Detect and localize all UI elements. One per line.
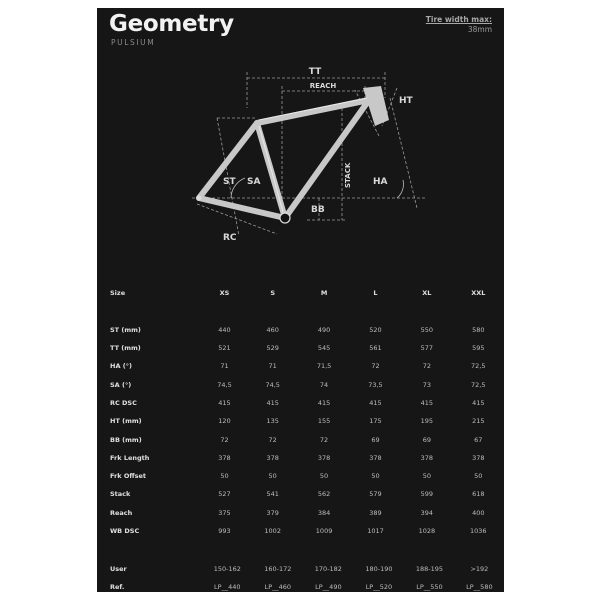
- table-cell: 72: [220, 435, 229, 444]
- table-cell: 71: [220, 362, 229, 371]
- table-cell: 579: [369, 490, 382, 499]
- tt-label: TT: [308, 67, 322, 77]
- table-cell: 440: [218, 325, 231, 334]
- rc-label: RC: [223, 233, 237, 243]
- table-row: [97, 522, 504, 540]
- model-subtitle: PULSIUM: [111, 38, 156, 47]
- table-cell: 378: [369, 453, 382, 462]
- size-header: M: [320, 289, 328, 298]
- tire-width-value: 38mm: [467, 25, 492, 34]
- table-cell: 415: [218, 398, 231, 407]
- table-cell: 460: [266, 325, 279, 334]
- table-cell: 72: [422, 362, 431, 371]
- table-cell: 550: [420, 325, 434, 334]
- row-label: BB (mm): [110, 435, 142, 444]
- table-cell: 72,5: [471, 380, 486, 389]
- size-header: S: [270, 289, 276, 298]
- ref-row: [97, 578, 504, 596]
- table-row: [97, 375, 504, 393]
- table-cell: 50: [220, 472, 229, 481]
- table-row: [97, 449, 504, 467]
- table-cell: 120: [218, 417, 231, 426]
- table-cell: 72: [371, 362, 380, 371]
- spacer-cell: [97, 302, 504, 320]
- size-header-row: [97, 284, 504, 302]
- table-cell: 389: [369, 508, 382, 517]
- user-label: User: [110, 565, 127, 573]
- table-cell: 415: [472, 398, 485, 407]
- table-cell: 71,5: [316, 362, 332, 371]
- table-cell: 74: [319, 380, 329, 389]
- user-range: >192: [470, 565, 489, 573]
- table-cell: 1002: [264, 527, 281, 535]
- table-cell: 378: [317, 453, 331, 462]
- user-range: 188-195: [415, 565, 444, 573]
- fit-table: [97, 560, 504, 596]
- table-cell: 618: [472, 490, 485, 499]
- row-label: TT (mm): [110, 344, 141, 353]
- table-cell: 69: [422, 435, 431, 444]
- ha-label: HA: [373, 177, 388, 187]
- table-cell: 561: [369, 344, 382, 353]
- table-cell: 490: [317, 325, 331, 334]
- table-cell: 541: [266, 490, 279, 499]
- table-cell: 1009: [315, 527, 333, 535]
- table-cell: 520: [369, 325, 382, 334]
- table-cell: 378: [266, 453, 279, 462]
- table-cell: 50: [319, 472, 329, 481]
- table-cell: 384: [317, 508, 331, 517]
- table-cell: 67: [474, 435, 483, 444]
- size-header: XXL: [471, 289, 486, 298]
- table-cell: 379: [266, 508, 279, 517]
- ref-code: LP__580: [466, 583, 493, 591]
- row-label: RC DSC: [110, 398, 137, 407]
- size-label: Size: [110, 289, 126, 298]
- table-cell: 415: [317, 398, 331, 407]
- table-cell: 50: [371, 472, 380, 481]
- size-header: XL: [422, 289, 432, 298]
- bb-label: BB: [311, 205, 325, 215]
- table-row: [97, 430, 504, 448]
- user-range: 150-162: [213, 565, 241, 573]
- table-cell: 135: [266, 417, 279, 426]
- table-cell: 378: [472, 453, 485, 462]
- table-cell: 993: [218, 527, 231, 535]
- page-title: Geometry: [109, 11, 234, 37]
- table-row: [97, 467, 504, 485]
- table-row: [97, 485, 504, 503]
- table-cell: 545: [317, 344, 331, 353]
- table-cell: 175: [369, 417, 382, 426]
- geometry-panel: [97, 8, 504, 592]
- table-cell: 378: [420, 453, 434, 462]
- table-cell: 577: [420, 344, 434, 353]
- row-label: ST (mm): [110, 325, 141, 334]
- row-label: Reach: [110, 508, 133, 517]
- table-cell: 415: [420, 398, 434, 407]
- table-row: [97, 321, 504, 339]
- table-row: [97, 394, 504, 412]
- table-cell: 1028: [418, 527, 436, 535]
- row-label: HT (mm): [110, 417, 142, 426]
- row-label: Frk Offset: [110, 472, 146, 481]
- frame-geometry-diagram: [97, 8, 504, 258]
- table-cell: 73: [422, 380, 431, 389]
- table-cell: 72: [319, 435, 329, 444]
- ref-code: LP__490: [315, 583, 342, 591]
- table-cell: 71: [268, 362, 277, 371]
- table-cell: 595: [472, 344, 485, 353]
- ref-code: LP__550: [416, 583, 443, 591]
- table-cell: 527: [218, 490, 231, 499]
- row-label: WB DSC: [110, 527, 140, 535]
- row-label: SA (°): [110, 380, 132, 389]
- table-cell: 195: [420, 417, 434, 426]
- table-cell: 215: [472, 417, 485, 426]
- row-label: HA (°): [110, 362, 132, 371]
- table-cell: 529: [266, 344, 279, 353]
- bottom-bracket: [280, 213, 290, 223]
- row-label: Frk Length: [110, 453, 150, 462]
- table-cell: 415: [266, 398, 279, 407]
- table-cell: 50: [474, 472, 483, 481]
- table-cell: 1036: [470, 527, 487, 535]
- table-cell: 378: [218, 453, 231, 462]
- tire-width-label: Tire width max:: [425, 15, 492, 24]
- ht-label: HT: [399, 96, 413, 106]
- table-cell: 50: [268, 472, 277, 481]
- table-cell: 415: [369, 398, 382, 407]
- sa-label: SA: [247, 177, 261, 187]
- user-row: [97, 560, 504, 578]
- rear-dropout: [197, 196, 202, 201]
- table-row: [97, 339, 504, 357]
- table-cell: 155: [317, 417, 331, 426]
- spacer-row: [97, 302, 504, 320]
- table-cell: 73,5: [368, 380, 383, 389]
- table-cell: 580: [472, 325, 485, 334]
- reach-label: REACH: [309, 82, 337, 90]
- ref-code: LP__440: [214, 583, 241, 591]
- table-row: [97, 412, 504, 430]
- table-cell: 72: [268, 435, 277, 444]
- ref-label: Ref.: [110, 583, 125, 591]
- user-range: 160-172: [264, 565, 292, 573]
- ref-code: LP__520: [365, 583, 393, 591]
- table-row: [97, 504, 504, 522]
- table-cell: 50: [422, 472, 431, 481]
- user-range: 170-182: [314, 565, 342, 573]
- user-range: 180-190: [365, 565, 393, 573]
- ha-arc: [397, 180, 403, 198]
- size-header: L: [373, 289, 378, 298]
- table-cell: 72,5: [471, 362, 486, 371]
- table-cell: 562: [317, 490, 331, 499]
- table-cell: 400: [472, 508, 485, 517]
- table-cell: 74,5: [265, 380, 280, 389]
- size-header: XS: [219, 289, 230, 298]
- ref-code: LP__460: [264, 583, 292, 591]
- table-row: [97, 357, 504, 375]
- measurement-lines: [192, 72, 427, 236]
- geometry-table-body: [97, 321, 504, 541]
- table-cell: 1017: [367, 527, 384, 535]
- row-label: Stack: [110, 490, 131, 499]
- table-cell: 599: [420, 490, 434, 499]
- table-cell: 74,5: [217, 380, 232, 389]
- stack-label: STACK: [344, 162, 352, 188]
- table-cell: 69: [371, 435, 380, 444]
- table-cell: 375: [218, 508, 231, 517]
- table-cell: 394: [420, 508, 434, 517]
- table-cell: 521: [218, 344, 231, 353]
- geometry-table: [97, 284, 504, 540]
- st-label: ST: [223, 177, 236, 187]
